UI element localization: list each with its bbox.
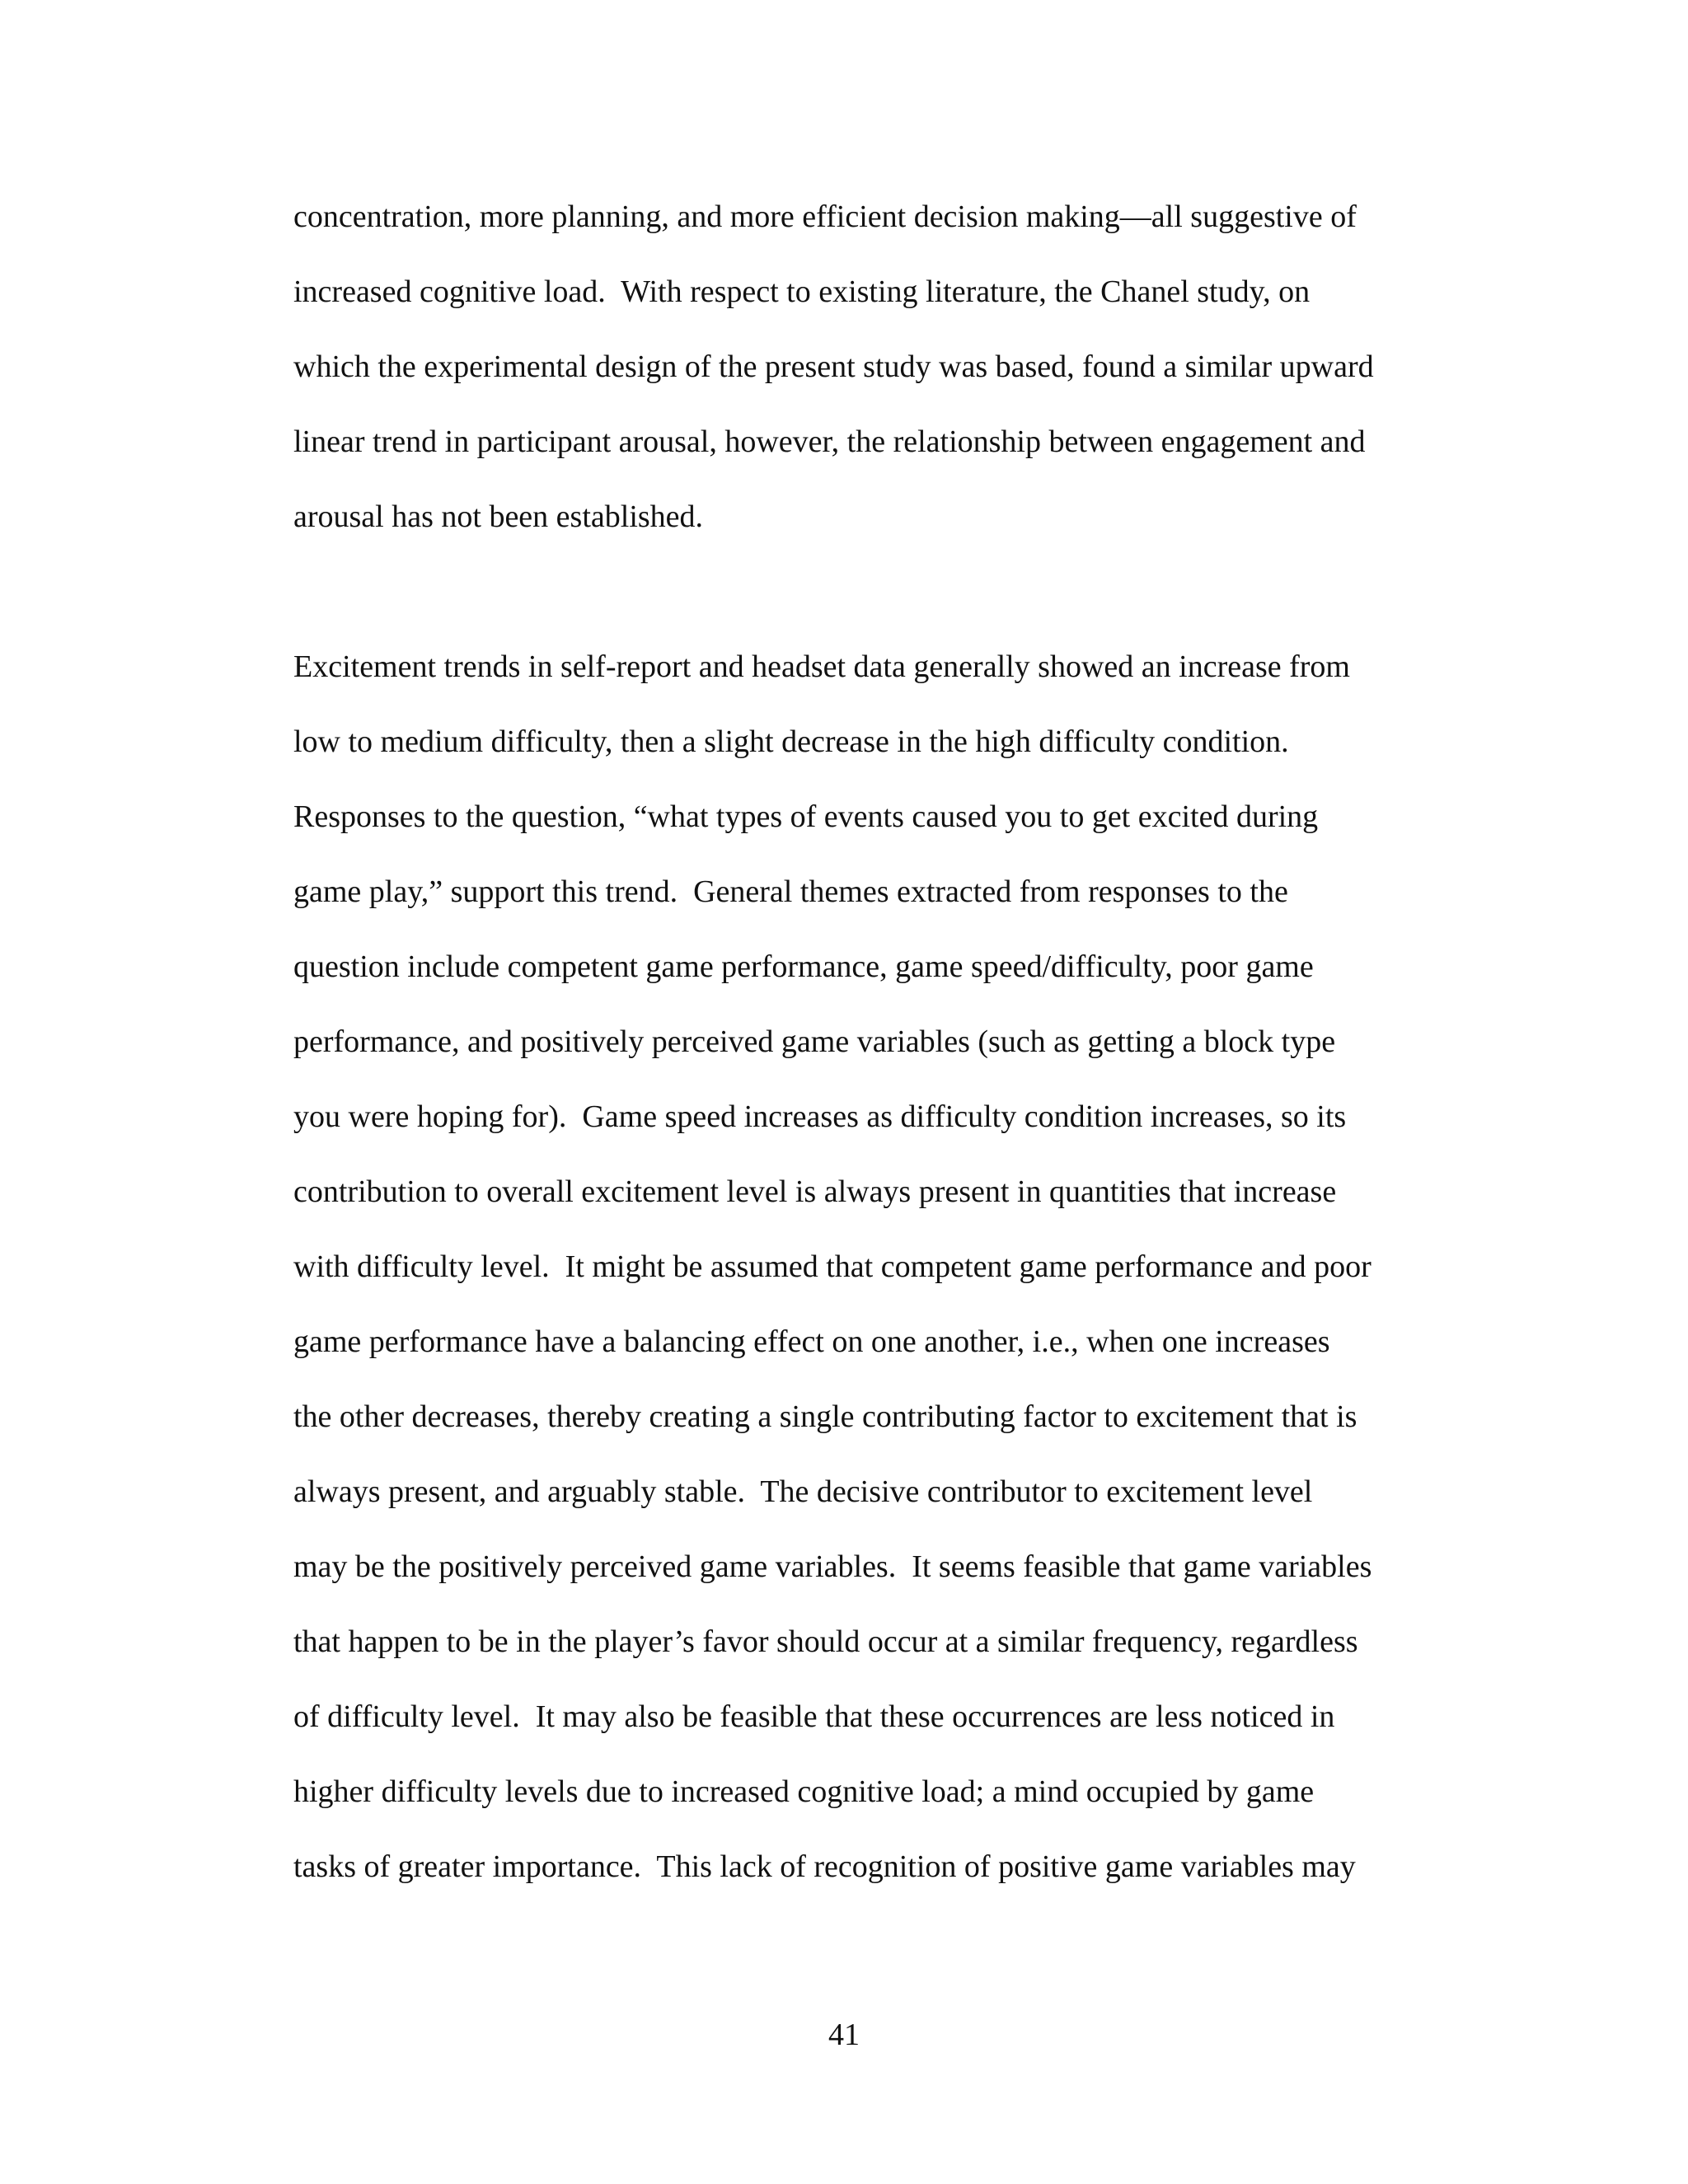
text-line: Responses to the question, “what types of events caused you to get excited during [293, 799, 1319, 834]
text-line: of difficulty level. It may also be feasible that these occurrences are less noticed in [293, 1699, 1335, 1734]
text-line: may be the positively perceived game variables. It seems feasible that game variables [293, 1549, 1372, 1584]
text-line: with difficulty level. It might be assumed that competent game performance and poor [293, 1249, 1372, 1284]
text-line: game play,” support this trend. General themes extracted from responses to the [293, 874, 1288, 909]
text-line: that happen to be in the player’s favor should occur at a similar frequency, regardless [293, 1624, 1358, 1659]
text-line: always present, and arguably stable. The decisive contributor to excitement level [293, 1474, 1313, 1509]
text-line: higher difficulty levels due to increased cognitive load; a mind occupied by game [293, 1774, 1315, 1809]
text-line: performance, and positively perceived game variables (such as getting a block type [293, 1024, 1336, 1059]
text-line: Excitement trends in self-report and headset data generally showed an increase from [293, 649, 1350, 684]
text-line: increased cognitive load. With respect to existing literature, the Chanel study, on [293, 274, 1311, 309]
text-line: which the experimental design of the present study was based, found a similar upward [293, 349, 1374, 384]
text-line: contribution to overall excitement level is always present in quantities that increase [293, 1174, 1337, 1209]
text-line: you were hoping for). Game speed increases as difficulty condition increases, so its [293, 1099, 1347, 1134]
text-line: low to medium difficulty, then a slight decrease in the high difficulty condition. [293, 724, 1289, 759]
text-line: game performance have a balancing effect on one another, i.e., when one increases [293, 1324, 1330, 1359]
text-line: linear trend in participant arousal, however, the relationship between engagement and [293, 424, 1366, 459]
page-number: 41 [828, 2018, 860, 2052]
text-line: question include competent game performance, game speed/difficulty, poor game [293, 949, 1314, 984]
text-line: tasks of greater importance. This lack of recognition of positive game variables may [293, 1849, 1356, 1884]
text-line: arousal has not been established. [293, 499, 704, 534]
text-line: concentration, more planning, and more efficient decision making—all suggestive of [293, 199, 1357, 234]
text-line: the other decreases, thereby creating a single contributing factor to excitement that is [293, 1399, 1357, 1434]
